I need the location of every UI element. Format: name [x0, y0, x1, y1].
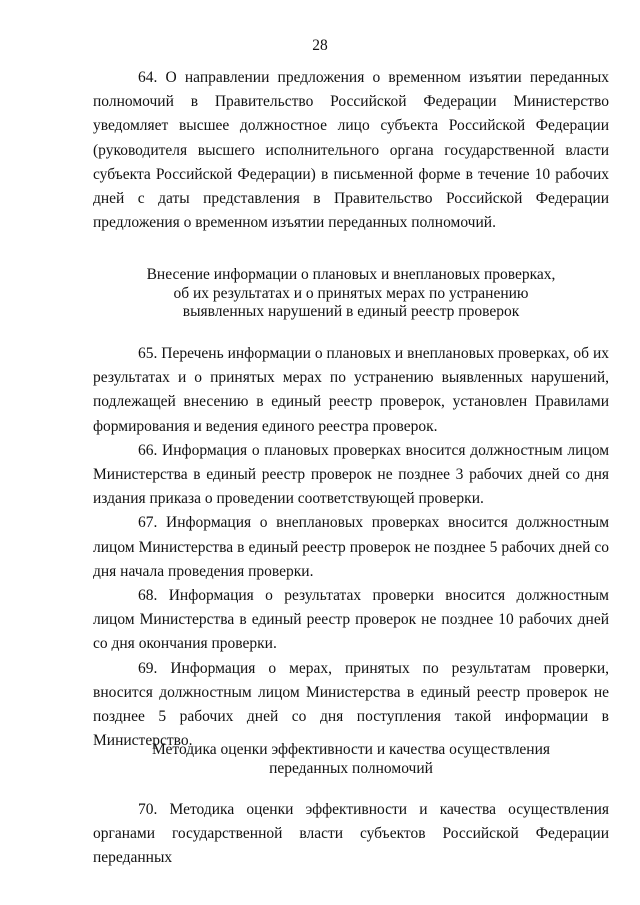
paragraph-69: 69. Информация о мерах, принятых по результатам проверки, вносится должностным лицом Министерства в единый реестр проверок не позднее 5 рабочих дней со дня поступления такой информации в Министерство. [93, 659, 609, 750]
paragraph-block-64 [93, 66, 609, 235]
heading-line: переданных полномочий [269, 759, 433, 777]
paragraph-64: 64. О направлении предложения о временном изъятии переданных полномочий в Правительство Российской Федерации Министерство уведомляет высшее должностное лицо субъекта Российской Федерации (руководителя высшего исполнительного органа государственной власти субъекта Российской Федерации) в письменной форме в течение 10 рабочих дней с даты представления в Правительство Российской Федерации предложения о временном изъятии переданных полномочий. [93, 69, 609, 232]
paragraph-68: 68. Информация о результатах проверки вносится должностным лицом Министерства в единый реестр проверок не позднее 10 рабочих дней со дня окончания проверки. [93, 587, 609, 653]
page-number: 28 [312, 37, 328, 54]
heading-line: Методика оценки эффективности и качества осуществления [151, 741, 551, 758]
heading-line: об их результатах и о принятых мерах по устранению [173, 284, 529, 302]
heading-line: Внесение информации о плановых и внеплановых проверках, [146, 266, 556, 283]
section-heading-methodology [93, 741, 609, 778]
paragraph-70: 70. Методика оценки эффективности и качества осуществления органами государственной власти субъектов Российской Федерации переданных [93, 801, 609, 867]
paragraph-block-70 [93, 798, 609, 871]
paragraph-block-65-69 [93, 342, 609, 753]
paragraph-67: 67. Информация о внеплановых проверках вносится должностным лицом Министерства в единый реестр проверок не позднее 5 рабочих дней со дня начала проведения проверки. [93, 514, 609, 580]
paragraph-65: 65. Перечень информации о плановых и внеплановых проверках, об их результатах и о принятых мерах по устранению выявленных нарушений, подлежащей внесению в единый реестр проверок, установлен Правилами формирования и ведения единого реестра проверок. [93, 345, 609, 435]
paragraph-66: 66. Информация о плановых проверках вносится должностным лицом Министерства в единый реестр проверок не позднее 3 рабочих дней со дня издания приказа о проведении соответствующей проверки. [93, 441, 609, 508]
section-heading-registry [93, 266, 609, 322]
heading-line: выявленных нарушений в единый реестр проверок [182, 303, 520, 321]
